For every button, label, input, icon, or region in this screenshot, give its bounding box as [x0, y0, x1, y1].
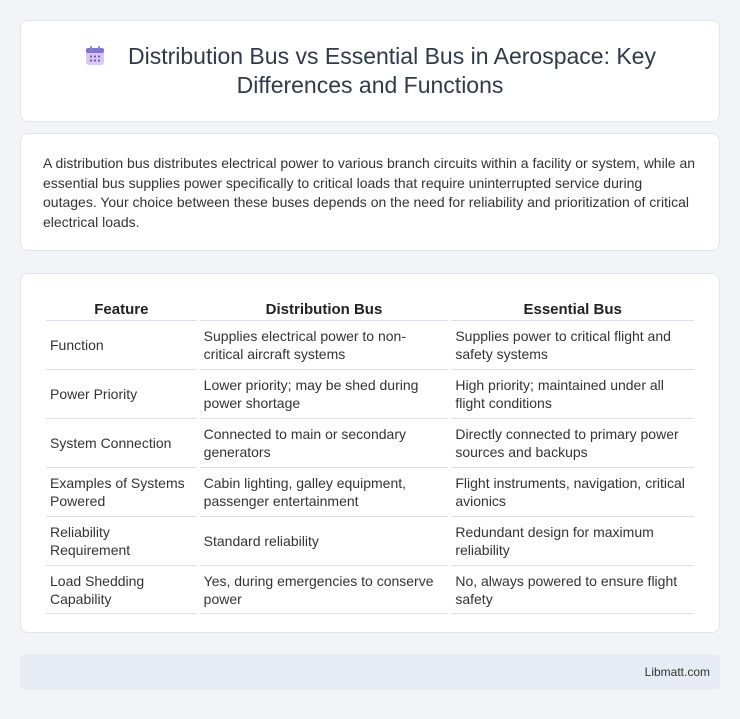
distribution-cell: Connected to main or secondary generators	[200, 418, 449, 467]
page-title-block	[51, 42, 689, 100]
feature-cell: Function	[46, 320, 197, 369]
table-row	[46, 516, 694, 565]
intro-card	[20, 133, 720, 251]
feature-cell: Examples of Systems Powered	[46, 467, 197, 516]
table-header-row	[46, 294, 694, 320]
essential-cell: High priority; maintained under all flight conditions	[451, 369, 694, 418]
comparison-table	[43, 294, 697, 614]
distribution-cell: Standard reliability	[200, 516, 449, 565]
distribution-cell: Supplies electrical power to non-critical aircraft systems	[200, 320, 449, 369]
footer-brand-link[interactable]: Libmatt.com	[644, 665, 710, 679]
essential-cell: Flight instruments, navigation, critical avionics	[451, 467, 694, 516]
header-feature: Feature	[94, 301, 149, 318]
distribution-cell: Yes, during emergencies to conserve power	[200, 565, 449, 614]
essential-cell: Redundant design for maximum reliability	[451, 516, 694, 565]
page-title: Distribution Bus vs Essential Bus in Aerospace: Key Differences and Functions	[128, 43, 656, 98]
essential-cell: Directly connected to primary power sources and backups	[451, 418, 694, 467]
table-row	[46, 418, 694, 467]
footer-bar	[20, 655, 720, 689]
distribution-cell: Lower priority; may be shed during power shortage	[200, 369, 449, 418]
distribution-cell: Cabin lighting, galley equipment, passenger entertainment	[200, 467, 449, 516]
calendar-icon	[84, 45, 106, 67]
essential-cell: No, always powered to ensure flight safety	[451, 565, 694, 614]
header-essential-bus: Essential Bus	[523, 301, 622, 318]
table-row	[46, 369, 694, 418]
table-row	[46, 320, 694, 369]
header-distribution-bus: Distribution Bus	[265, 301, 383, 318]
feature-cell: System Connection	[46, 418, 197, 467]
intro-paragraph: A distribution bus distributes electrical power to various branch circuits within a facility or system, while an essential bus supplies power specifically to critical loads that require uninterrupted service during outages. Your choice between these buses depends on the need for reliability and prioritization of critical electrical loads.	[43, 155, 696, 230]
feature-cell: Reliability Requirement	[46, 516, 197, 565]
title-card	[20, 20, 720, 122]
comparison-card	[20, 273, 720, 633]
essential-cell: Supplies power to critical flight and safety systems	[451, 320, 694, 369]
table-row	[46, 467, 694, 516]
table-row	[46, 565, 694, 614]
feature-cell: Power Priority	[46, 369, 197, 418]
feature-cell: Load Shedding Capability	[46, 565, 197, 614]
